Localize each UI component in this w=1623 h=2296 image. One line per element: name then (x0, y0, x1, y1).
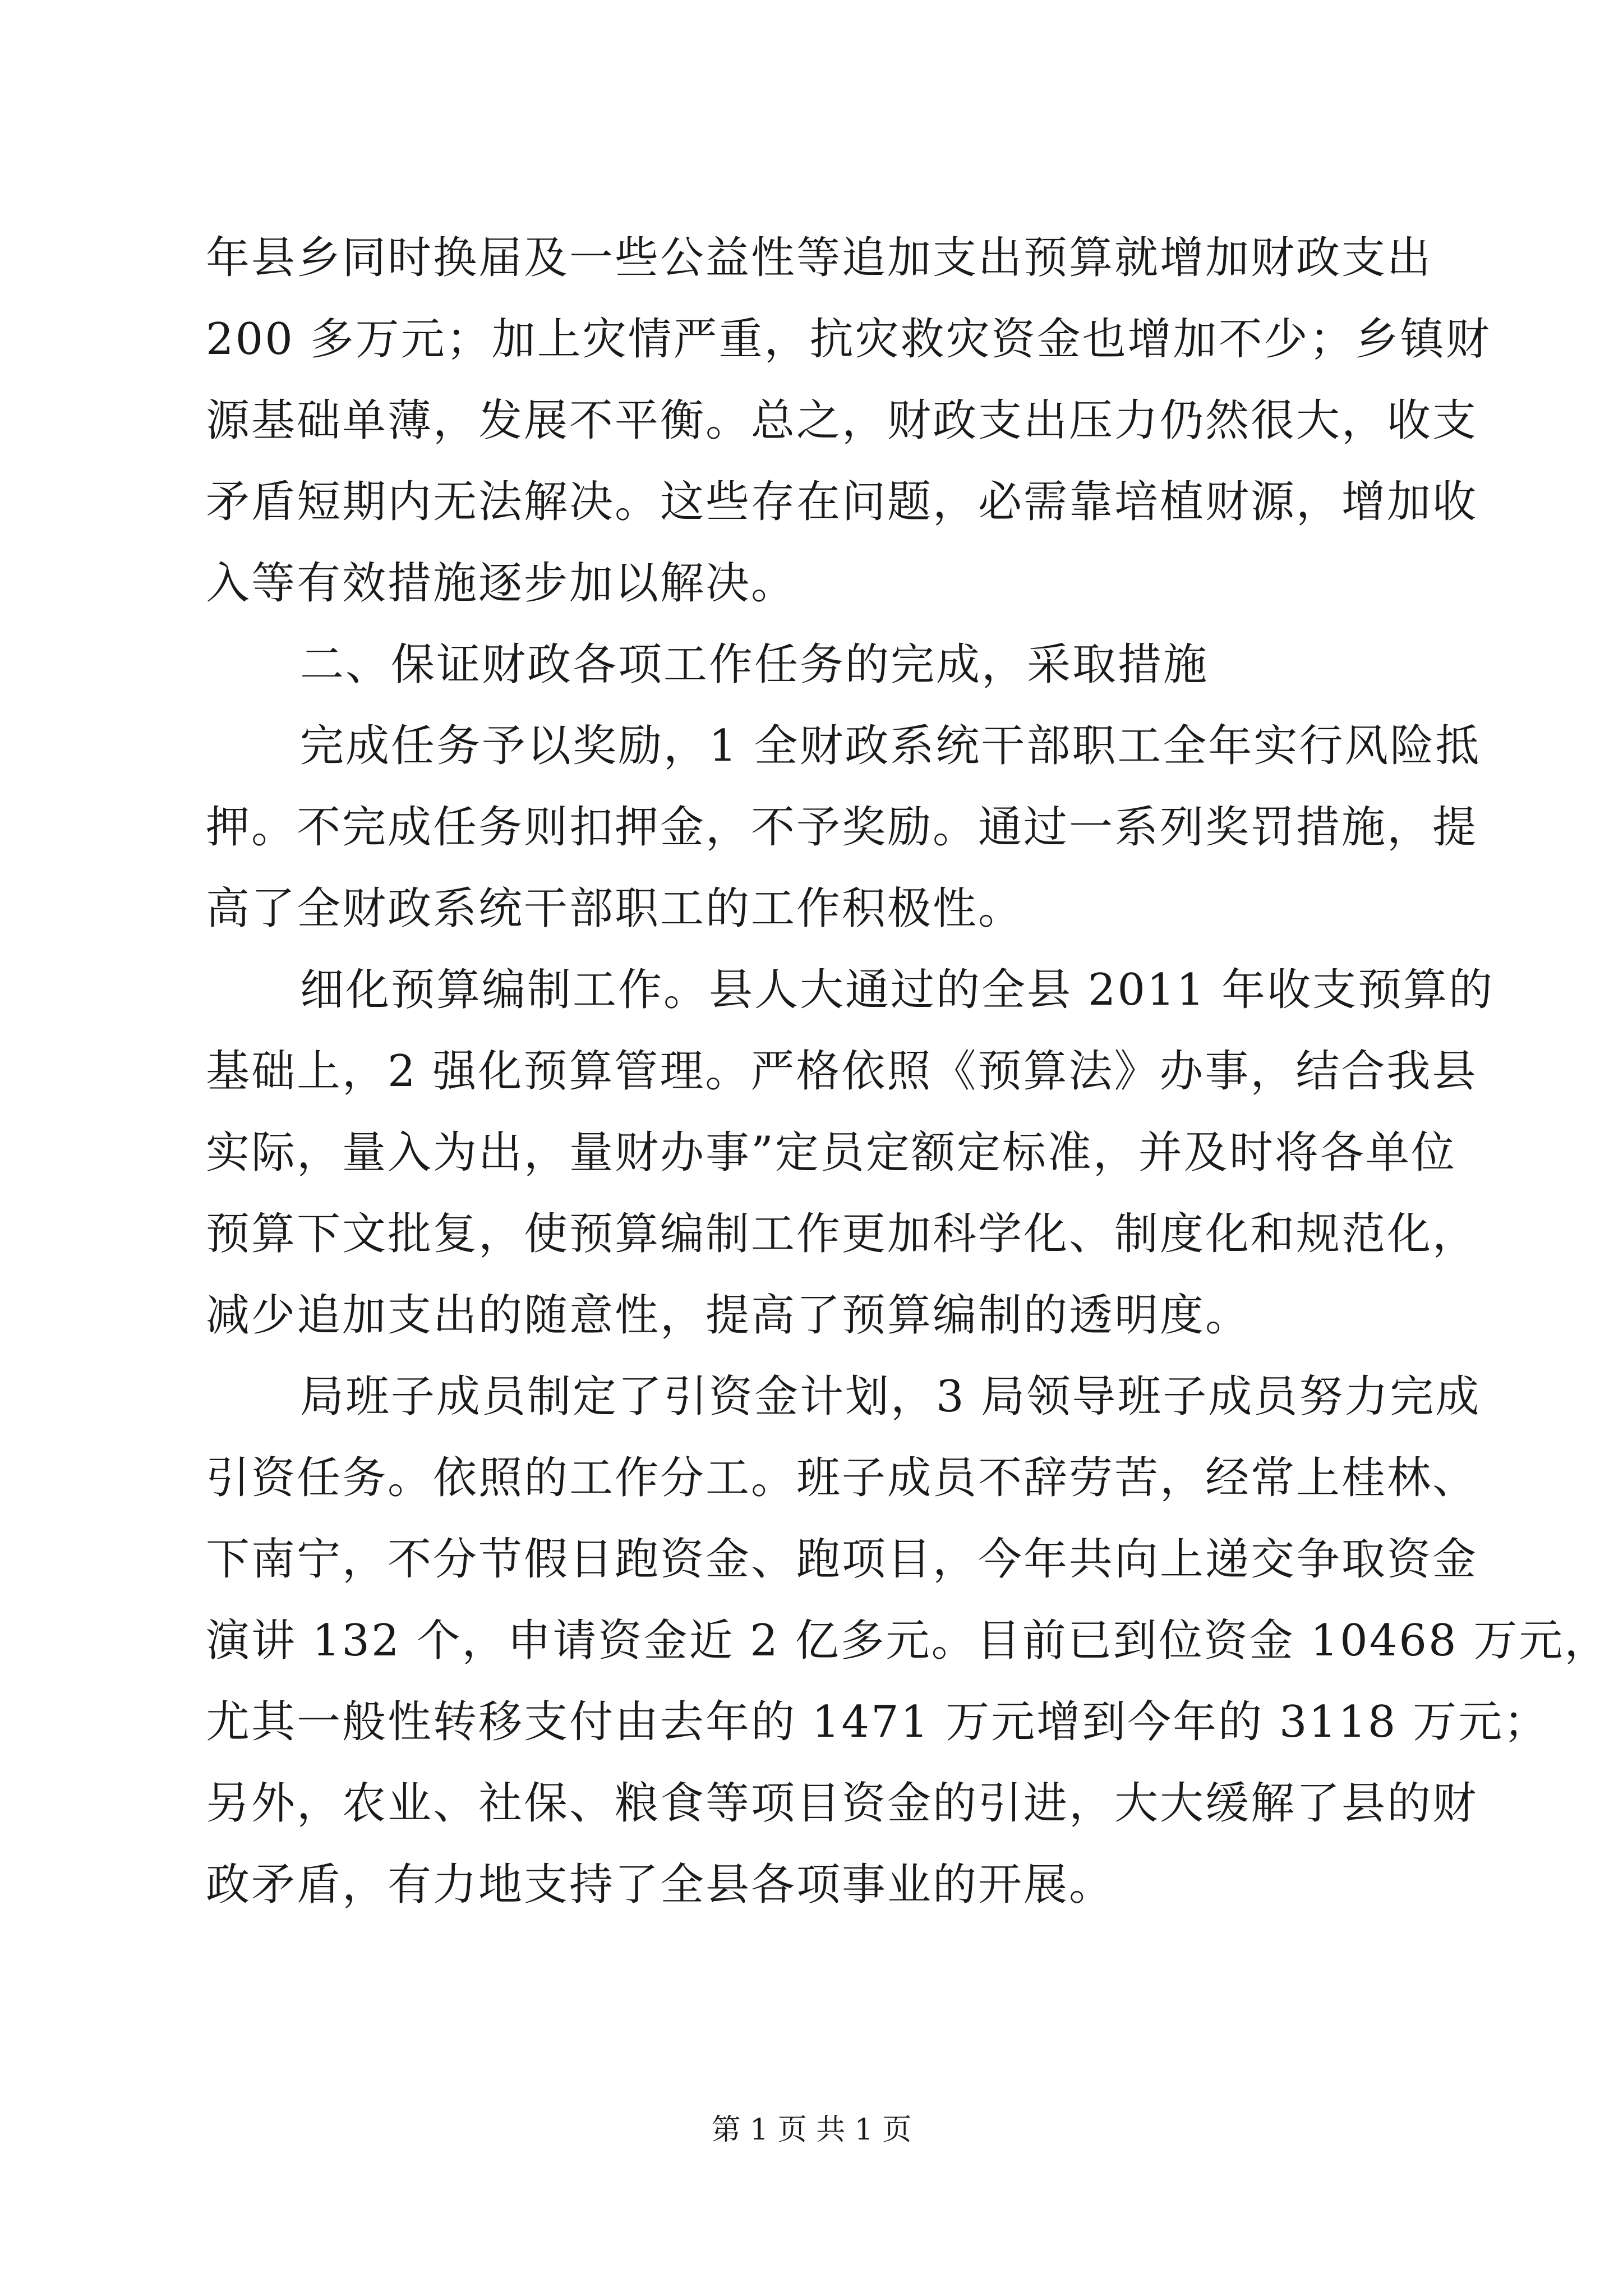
text-line: 局班子成员制定了引资金计划，3 局领导班子成员努力完成 (300, 1372, 1481, 1422)
text-line: 细化预算编制工作。县人大通过的全县 2011 年收支预算的 (300, 965, 1495, 1015)
text-line: 基础上，2 强化预算管理。严格依照《预算法》办事，结合我县 (206, 1046, 1478, 1097)
text-line: 高了全财政系统干部职工的工作积极性。 (206, 884, 1024, 934)
text-line: 源基础单薄，发展不平衡。总之，财政支出压力仍然很大，收支 (206, 395, 1478, 446)
text-line: 200 多万元；加上灾情严重，抗灾救灾资金也增加不少；乡镇财 (206, 314, 1491, 365)
text-line: 政矛盾，有力地支持了全县各项事业的开展。 (206, 1860, 1115, 1910)
text-line: 另外，农业、社保、粮食等项目资金的引进，大大缓解了县的财 (206, 1778, 1478, 1829)
page-number-label: 第 1 页 共 1 页 (711, 2113, 912, 2147)
text-line: 矛盾短期内无法解决。这些存在问题，必需靠培植财源，增加收 (206, 477, 1478, 527)
text-line: 演讲 132 个，申请资金近 2 亿多元。目前已到位资金 10468 万元， (206, 1616, 1610, 1666)
document-body (206, 218, 1610, 1926)
text-line: 完成任务予以奖励，1 全财政系统干部职工全年实行风险抵 (300, 721, 1481, 771)
text-line: 预算下文批复，使预算编制工作更加科学化、制度化和规范化， (206, 1209, 1478, 1259)
section-heading: 二、保证财政各项工作任务的完成，采取措施 (300, 639, 1209, 690)
text-line: 入等有效措施逐步加以解决。 (206, 558, 797, 609)
text-line: 引资任务。依照的工作分工。班子成员不辞劳苦，经常上桂林、 (206, 1453, 1478, 1503)
page-footer (0, 2110, 1623, 2150)
text-line: 年县乡同时换届及一些公益性等追加支出预算就增加财政支出 (206, 233, 1433, 283)
text-line: 尤其一般性转移支付由去年的 1471 万元增到今年的 3118 万元； (206, 1697, 1550, 1747)
text-line: 实际，量入为出，量财办事”定员定额定标准，并及时将各单位 (206, 1128, 1456, 1178)
text-line: 减少追加支出的随意性，提高了预算编制的透明度。 (206, 1290, 1251, 1341)
text-line: 押。不完成任务则扣押金，不予奖励。通过一系列奖罚措施，提 (206, 802, 1478, 853)
text-line: 下南宁，不分节假日跑资金、跑项目，今年共向上递交争取资金 (206, 1534, 1478, 1585)
